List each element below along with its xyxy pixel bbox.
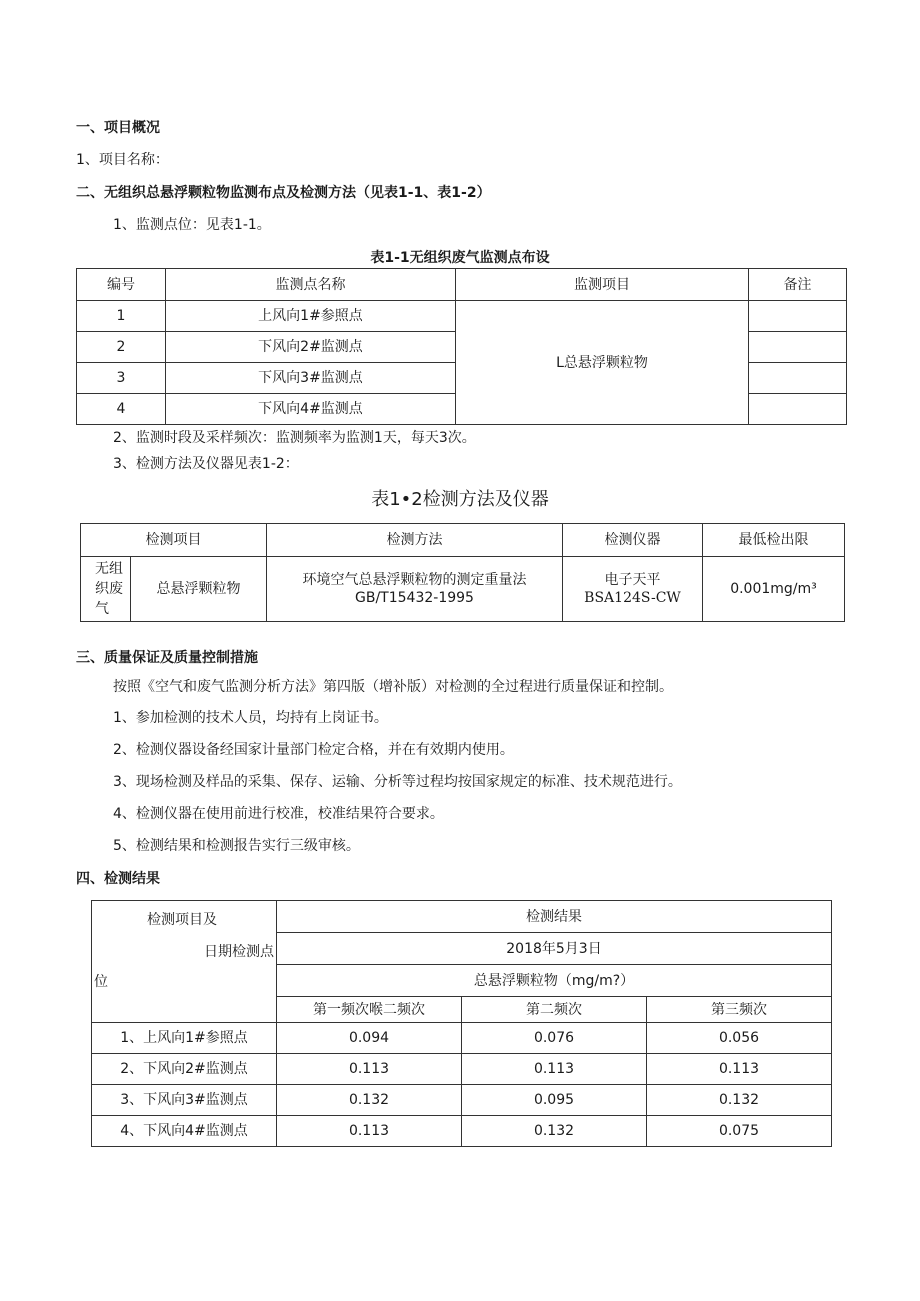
table1-cell-name: 下风向4#监测点 (166, 394, 456, 425)
section3-heading: 三、质量保证及质量控制措施 (76, 650, 258, 666)
table1-header-project: 监测项目 (456, 269, 749, 301)
results-title: 检测结果 (277, 901, 832, 933)
corner-line1: 检测项目及 (147, 912, 217, 928)
results-value: 0.113 (277, 1054, 462, 1085)
results-corner (92, 901, 277, 1023)
table1-cell-remark (749, 363, 847, 394)
section3-item: 1、参加检测的技术人员，均持有上岗证书。 (113, 710, 388, 726)
results-point: 1、上风向1#参照点 (92, 1023, 277, 1054)
section1-heading: 一、项目概况 (76, 120, 160, 136)
table1-cell-no: 2 (77, 332, 166, 363)
table2-header-instrument: 检测仪器 (563, 524, 703, 557)
results-item-unit: 总悬浮颗粒物（mg/m?） (277, 965, 832, 997)
table2-cell-item: 总悬浮颗粒物 (131, 557, 267, 622)
table1-cell-project: L总悬浮颗粒物 (456, 301, 749, 425)
corner-line3: 位 (94, 974, 108, 990)
table2-cell-limit: 0.001mg∕m³ (703, 557, 845, 622)
project-name-label: 1、项目名称： (76, 152, 169, 168)
results-date: 2018年5月3日 (277, 933, 832, 965)
section4-heading: 四、检测结果 (76, 871, 160, 887)
results-value: 0.113 (647, 1054, 832, 1085)
section2-item3: 3、检测方法及仪器见表1-2： (113, 456, 299, 472)
section3-item: 5、检测结果和检测报告实行三级审核。 (113, 838, 360, 854)
table1-cell-name: 下风向3#监测点 (166, 363, 456, 394)
table2-header-method: 检测方法 (267, 524, 563, 557)
method-line1: 环境空气总悬浮颗粒物的测定重量法 (302, 572, 527, 588)
freq-header: 第一频次喉二频次 (277, 997, 462, 1023)
table1 (76, 268, 847, 425)
section2-item1: 1、监测点位：见表1-1。 (113, 217, 271, 233)
table2-cell-instrument (563, 557, 703, 622)
results-point: 2、下风向2#监测点 (92, 1054, 277, 1085)
table2-cell-category: 无组织废气 (81, 557, 131, 622)
results-value: 0.132 (277, 1085, 462, 1116)
results-value: 0.094 (277, 1023, 462, 1054)
table1-cell-no: 3 (77, 363, 166, 394)
freq-header: 第二频次 (462, 997, 647, 1023)
method-line2: GB/T15432-1995 (355, 590, 474, 606)
table1-header-remark: 备注 (749, 269, 847, 301)
freq-header: 第三频次 (647, 997, 832, 1023)
table1-cell-remark (749, 332, 847, 363)
table1-cell-remark (749, 394, 847, 425)
results-point: 4、下风向4#监测点 (92, 1116, 277, 1147)
results-value: 0.075 (647, 1116, 832, 1147)
section3-item: 2、检测仪器设备经国家计量部门检定合格，并在有效期内使用。 (113, 742, 514, 758)
table2-cell-method (267, 557, 563, 622)
table2 (80, 523, 845, 622)
results-value: 0.076 (462, 1023, 647, 1054)
table2-header-item: 检测项目 (81, 524, 267, 557)
results-point: 3、下风向3#监测点 (92, 1085, 277, 1116)
table1-header-no: 编号 (77, 269, 166, 301)
section3-item: 4、检测仪器在使用前进行校准，校准结果符合要求。 (113, 806, 444, 822)
results-value: 0.095 (462, 1085, 647, 1116)
results-value: 0.132 (462, 1116, 647, 1147)
section3-item: 3、现场检测及样品的采集、保存、运输、分析等过程均按国家规定的标准、技术规范进行。 (113, 774, 682, 790)
instrument-line2: BSA124S-CW (584, 590, 681, 606)
table1-header-name: 监测点名称 (166, 269, 456, 301)
table1-cell-name: 上风向1#参照点 (166, 301, 456, 332)
results-value: 0.113 (277, 1116, 462, 1147)
corner-line2: 日期检测点 (204, 944, 274, 960)
table2-header-limit: 最低检出限 (703, 524, 845, 557)
results-table (91, 900, 832, 1147)
table2-caption: 表1•2检测方法及仪器 (371, 489, 549, 510)
table1-cell-no: 4 (77, 394, 166, 425)
results-value: 0.113 (462, 1054, 647, 1085)
table1-caption: 表1-1无组织废气监测点布设 (370, 250, 550, 266)
instrument-line1: 电子天平 (604, 572, 661, 588)
section2-heading: 二、无组织总悬浮颗粒物监测布点及检测方法（见表1-1、表1-2） (76, 185, 491, 201)
results-value: 0.056 (647, 1023, 832, 1054)
table1-cell-no: 1 (77, 301, 166, 332)
section3-intro: 按照《空气和废气监测分析方法》第四版（增补版）对检测的全过程进行质量保证和控制。 (113, 679, 673, 695)
results-value: 0.132 (647, 1085, 832, 1116)
table1-cell-remark (749, 301, 847, 332)
table1-cell-name: 下风向2#监测点 (166, 332, 456, 363)
section2-item2: 2、监测时段及采样频次：监测频率为监测1天，每天3次。 (113, 430, 476, 446)
